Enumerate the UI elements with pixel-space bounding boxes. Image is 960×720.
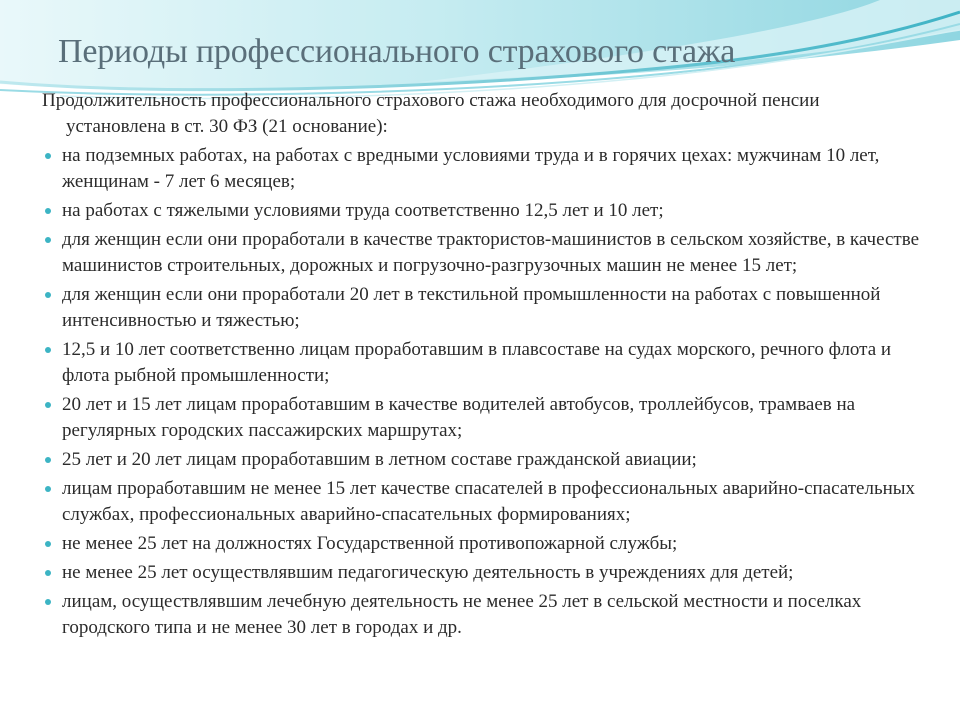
list-item [42, 337, 922, 389]
list-item-text: для женщин если они проработали 20 лет в текстильной промышленности на работах с повышенной интенсивностью и тяжестью; [62, 284, 881, 331]
list-item [42, 560, 922, 586]
bullet-icon [45, 486, 51, 492]
list-item-text: на подземных работах, на работах с вредными условиями труда и в горячих цехах: мужчинам 10 лет, женщинам - 7 лет 6 месяцев; [62, 145, 880, 192]
list-item-text: 20 лет и 15 лет лицам проработавшим в качестве водителей автобусов, троллейбусов, трамваев на регулярных городских пассажирских маршрутах; [62, 394, 856, 441]
intro-paragraph: Продолжительность профессионального страхового стажа необходимого для досрочной пенсии установлена в ст. 30 ФЗ (21 основание): [42, 90, 820, 137]
list-item-text: на работах с тяжелыми условиями труда соответственно 12,5 лет и 10 лет; [62, 200, 664, 221]
list-item [42, 392, 922, 444]
list-item [42, 476, 922, 528]
list-item-text: лицам, осуществлявшим лечебную деятельность не менее 25 лет в сельской местности и поселках городского типа и не менее 30 лет в городах и др. [62, 591, 862, 638]
list-item-text: для женщин если они проработали в качестве трактористов-машинистов в сельском хозяйстве, в качестве машинистов строительных, дорожных и погрузочно-разгрузочных машин не менее 15 лет; [62, 229, 920, 276]
list-item [42, 589, 922, 641]
bullet-list [42, 143, 922, 641]
bullet-icon [45, 208, 51, 214]
bullet-icon [45, 402, 51, 408]
bullet-icon [45, 347, 51, 353]
list-item [42, 447, 922, 473]
bullet-icon [45, 153, 51, 159]
bullet-icon [45, 292, 51, 298]
bullet-icon [45, 570, 51, 576]
list-item [42, 531, 922, 557]
bullet-icon [45, 237, 51, 243]
bullet-icon [45, 599, 51, 605]
list-item [42, 143, 922, 195]
list-item [42, 198, 922, 224]
slide-body [42, 88, 922, 644]
list-item [42, 282, 922, 334]
list-item-text: 12,5 и 10 лет соответственно лицам проработавшим в плавсоставе на судах морского, речного флота и флота рыбной промышленности; [62, 339, 892, 386]
list-item [42, 227, 922, 279]
bullet-icon [45, 457, 51, 463]
list-item-text: не менее 25 лет осуществлявшим педагогическую деятельность в учреждениях для детей; [62, 562, 794, 583]
slide-title: Периоды профессионального страхового стажа [58, 33, 736, 70]
bullet-icon [45, 541, 51, 547]
list-item-text: не менее 25 лет на должностях Государственной противопожарной службы; [62, 533, 678, 554]
list-item-text: 25 лет и 20 лет лицам проработавшим в летном составе гражданской авиации; [62, 449, 697, 470]
list-item-text: лицам проработавшим не менее 15 лет качестве спасателей в профессиональных аварийно-спасательных службах, профессиональных аварийно-спасательных формированиях; [62, 478, 916, 525]
